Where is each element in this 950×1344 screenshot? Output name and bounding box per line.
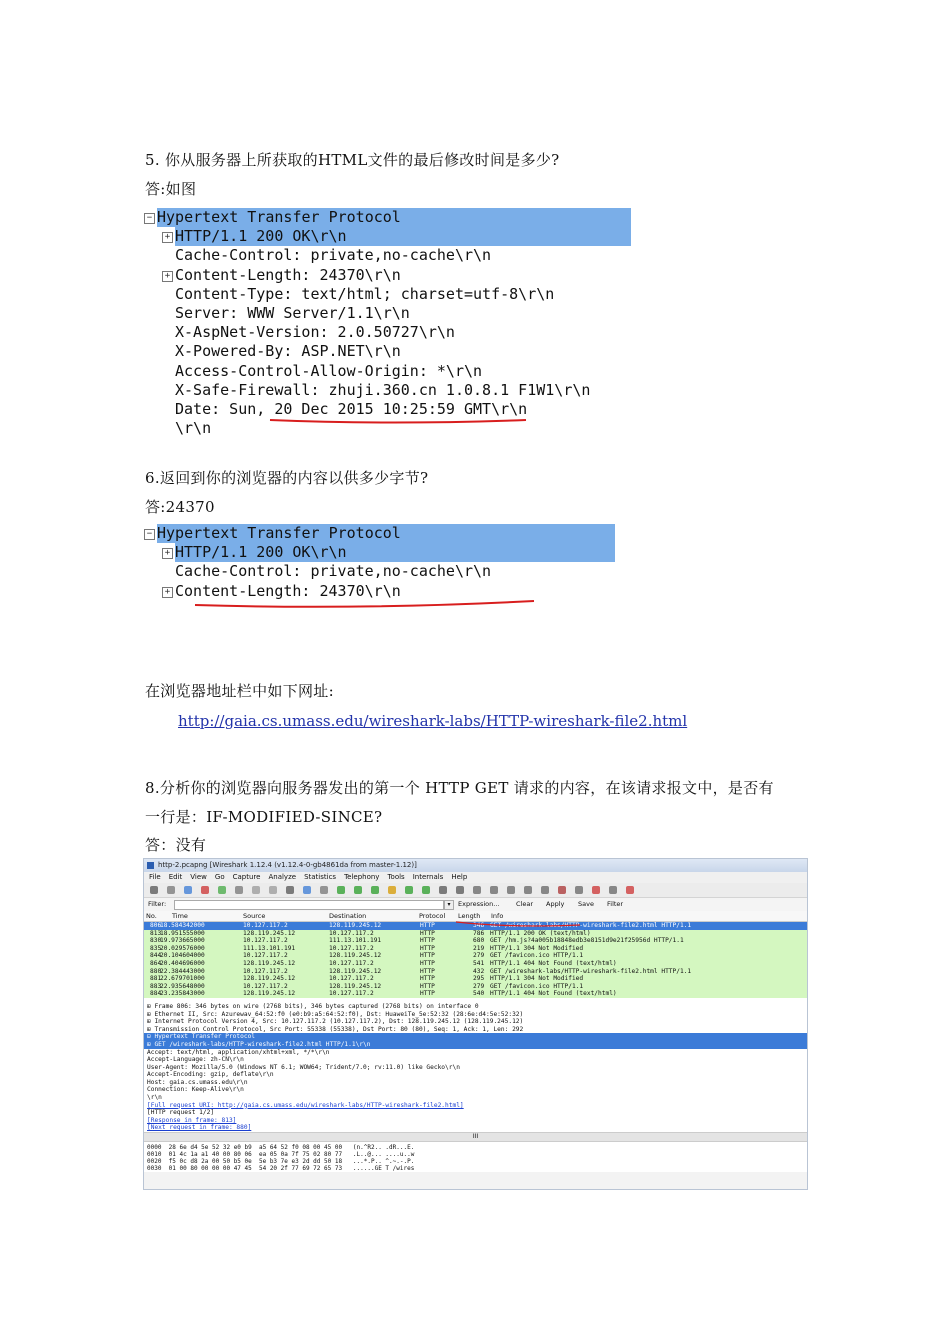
http-tree-screenshot-2 xyxy=(143,524,618,606)
wireshark-app-icon xyxy=(147,862,154,869)
packet-dst: 128.119.245.12 xyxy=(329,952,382,960)
tree-row-text: Server: WWW Server/1.1\r\n xyxy=(175,304,410,322)
tree-row-text: Hypertext Transfer Protocol xyxy=(157,208,401,226)
tree-row[interactable] xyxy=(175,266,401,285)
packet-len: 541 xyxy=(473,959,485,967)
tree-row-text: Hypertext Transfer Protocol xyxy=(157,524,401,542)
detail-row[interactable]: User-Agent: Mozilla/5.0 (Windows NT 6.1; WOW64; Trident/7.0; rv:11.0) like Gecko\r\n xyxy=(147,1063,460,1071)
packet-time: 22.384443000 xyxy=(160,967,205,975)
col-info[interactable]: Info xyxy=(491,912,504,920)
packet-no: 880 xyxy=(150,967,162,975)
packet-no: 884 xyxy=(150,990,162,998)
toolbar-button-icon[interactable] xyxy=(490,886,498,894)
detail-row[interactable]: Host: gaia.cs.umass.edu\r\n xyxy=(147,1078,248,1086)
wireshark-titlebar xyxy=(144,859,807,872)
col-time[interactable]: Time xyxy=(172,912,188,920)
packet-proto: HTTP xyxy=(420,975,435,983)
packet-proto: HTTP xyxy=(420,922,435,929)
packet-no: 830 xyxy=(150,937,162,945)
filter-dropdown-icon[interactable]: ▾ xyxy=(444,900,454,910)
underline-content-length xyxy=(192,596,537,610)
toolbar-button-icon[interactable] xyxy=(371,886,379,894)
packet-dst: 128.119.245.12 xyxy=(329,967,382,975)
menu-item[interactable]: Internals xyxy=(412,873,444,881)
tree-row[interactable] xyxy=(157,208,631,227)
wireshark-title: http-2.pcapng [Wireshark 1.12.4 (v1.12.4-0-gb4861da from master-1.12)] xyxy=(158,861,417,869)
packet-len: 432 xyxy=(473,967,485,975)
expand-icon[interactable]: + xyxy=(162,587,173,598)
packet-len: 346 xyxy=(473,922,485,929)
packet-src: 10.127.117.2 xyxy=(243,952,288,960)
packet-proto: HTTP xyxy=(420,944,435,952)
menu-item[interactable]: File xyxy=(149,873,161,881)
detail-row[interactable]: [HTTP request 1/2] xyxy=(147,1109,215,1117)
tree-row[interactable] xyxy=(175,323,455,342)
packet-src: 128.119.245.12 xyxy=(243,975,296,983)
packet-row[interactable] xyxy=(144,945,807,953)
packet-len: 219 xyxy=(473,944,485,952)
tree-row[interactable] xyxy=(157,524,615,543)
packet-info: HTTP/1.1 404 Not Found (text/html) xyxy=(490,959,617,967)
detail-row[interactable]: [Response in frame: 813] xyxy=(147,1116,237,1124)
tree-row-text: Access-Control-Allow-Origin: *\r\n xyxy=(175,361,483,380)
answer-5: 答:如图 xyxy=(145,180,197,198)
packet-no: 883 xyxy=(150,982,162,990)
packet-no: 806 xyxy=(150,922,162,929)
packet-src: 111.13.101.191 xyxy=(243,944,296,952)
menu-item[interactable]: Capture xyxy=(232,873,261,881)
tree-row[interactable] xyxy=(175,285,554,304)
tree-row-text: X-AspNet-Version: 2.0.50727\r\n xyxy=(175,323,455,342)
packet-list xyxy=(144,922,807,998)
detail-row[interactable]: [Next request in frame: 880] xyxy=(147,1124,252,1132)
menu-item[interactable]: Edit xyxy=(168,873,183,881)
tree-row[interactable] xyxy=(175,419,211,438)
tree-row[interactable] xyxy=(175,304,410,323)
packet-src: 128.119.245.12 xyxy=(243,929,296,937)
packet-info: GET /wireshark-labs/HTTP-wireshark-file2.html HTTP/1.1 xyxy=(490,967,692,975)
packet-len: 279 xyxy=(473,982,485,990)
toolbar-button-icon[interactable] xyxy=(473,886,481,894)
wireshark-window xyxy=(143,858,808,1190)
packet-row[interactable] xyxy=(144,930,807,938)
menu-item[interactable]: Go xyxy=(214,873,225,881)
toolbar-button-icon[interactable] xyxy=(303,886,311,894)
toolbar-button-icon[interactable] xyxy=(201,886,209,894)
packet-proto: HTTP xyxy=(420,959,435,967)
tree-row-text: HTTP/1.1 200 OK\r\n xyxy=(175,227,347,246)
expression-button[interactable]: Expression... xyxy=(458,900,500,908)
toolbar-button-icon[interactable] xyxy=(286,886,294,894)
question-6: 6.返回到你的浏览器的内容以供多少字节? xyxy=(145,469,429,487)
answer-6: 答:24370 xyxy=(145,498,215,516)
toolbar-button-icon[interactable] xyxy=(609,886,617,894)
toolbar-button-icon[interactable] xyxy=(167,886,175,894)
question-5: 5. 你从服务器上所获取的HTML文件的最后修改时间是多少? xyxy=(145,151,560,169)
packet-info: HTTP/1.1 404 Not Found (text/html) xyxy=(490,990,617,998)
packet-info: GET /wireshark-labs/HTTP-wireshark-file2.html HTTP/1.1 xyxy=(490,922,692,929)
menu-item[interactable]: Tools xyxy=(387,873,405,881)
toolbar-button-icon[interactable] xyxy=(541,886,549,894)
tree-row[interactable] xyxy=(175,342,401,361)
collapse-icon[interactable]: − xyxy=(144,213,155,224)
packet-proto: HTTP xyxy=(420,937,435,945)
packet-time: 20.104604000 xyxy=(160,952,205,960)
toolbar-button-icon[interactable] xyxy=(405,886,413,894)
question-8-line1: 8.分析你的浏览器向服务器发出的第一个 HTTP GET 请求的内容，在该请求报文中，是否有 xyxy=(145,779,774,797)
toolbar-button-icon[interactable] xyxy=(269,886,277,894)
packet-bytes xyxy=(144,1142,807,1172)
packet-len: 295 xyxy=(473,975,485,983)
packet-len: 279 xyxy=(473,952,485,960)
packet-dst: 10.127.117.2 xyxy=(329,990,374,998)
menu-item[interactable]: View xyxy=(190,873,207,881)
packet-src: 128.119.245.12 xyxy=(243,959,296,967)
packet-row[interactable] xyxy=(144,952,807,960)
packet-row[interactable] xyxy=(144,937,807,945)
packet-dst: 10.127.117.2 xyxy=(329,944,374,952)
toolbar-button-icon[interactable] xyxy=(575,886,583,894)
packet-time: 20.404696000 xyxy=(160,959,205,967)
tree-row[interactable] xyxy=(175,562,491,581)
packet-time: 23.235843000 xyxy=(160,990,205,998)
packet-row[interactable] xyxy=(144,983,807,991)
toolbar-button-icon[interactable] xyxy=(388,886,396,894)
toolbar-button-icon[interactable] xyxy=(320,886,328,894)
packet-time: 20.029576000 xyxy=(160,944,205,952)
packet-src: 10.127.117.2 xyxy=(243,982,288,990)
question-8-line2: 一行是：IF-MODIFIED-SINCE? xyxy=(145,808,383,826)
packet-time: 22.679701000 xyxy=(160,975,205,983)
detail-row[interactable]: \r\n xyxy=(147,1094,162,1102)
packet-dst: 128.119.245.12 xyxy=(329,922,382,929)
packet-info: GET /hm.js?4a005b18848edb3e8151d9e21f25956d HTTP/1.1 xyxy=(490,937,684,945)
wireshark-menubar xyxy=(144,872,807,883)
menu-item[interactable]: Help xyxy=(451,873,468,881)
col-source[interactable]: Source xyxy=(243,912,266,920)
tree-row-text: Cache-Control: private,no-cache\r\n xyxy=(175,246,492,265)
detail-row[interactable]: ⊞ Transmission Control Protocol, Src Port: 55338 (55338), Dst Port: 80 (80), Seq: 1, Ack: 1, Len: 292 xyxy=(147,1025,524,1033)
clear-button[interactable]: Clear xyxy=(516,900,533,908)
expand-icon[interactable]: + xyxy=(162,548,173,559)
toolbar-button-icon[interactable] xyxy=(184,886,192,894)
detail-row[interactable]: Connection: Keep-Alive\r\n xyxy=(147,1086,244,1094)
packet-proto: HTTP xyxy=(420,929,435,937)
toolbar-button-icon[interactable] xyxy=(439,886,447,894)
detail-row[interactable]: Accept: text/html, application/xhtml+xml, */*\r\n xyxy=(147,1048,330,1056)
packet-src: 10.127.117.2 xyxy=(243,937,288,945)
packet-proto: HTTP xyxy=(420,952,435,960)
detail-row[interactable]: [Full request URI: http://gaia.cs.umass.edu/wireshark-labs/HTTP-wireshark-file2.html] xyxy=(147,1101,464,1109)
tree-row-text: Content-Length: 24370\r\n xyxy=(175,581,401,600)
col-destination[interactable]: Destination xyxy=(329,912,367,920)
tree-row-text: Content-Type: text/html; charset=utf-8\r\n xyxy=(175,284,555,303)
packet-proto: HTTP xyxy=(420,967,435,975)
packet-len: 680 xyxy=(473,937,485,945)
packet-no: 881 xyxy=(150,975,162,983)
packet-info: HTTP/1.1 304 Not Modified xyxy=(490,944,584,952)
packet-row[interactable] xyxy=(144,968,807,976)
toolbar-button-icon[interactable] xyxy=(422,886,430,894)
packet-no: 813 xyxy=(150,929,162,937)
packet-dst: 10.127.117.2 xyxy=(329,959,374,967)
toolbar-button-icon[interactable] xyxy=(456,886,464,894)
hex-row: 0010 01 4c 1a a1 40 00 80 06 ea 05 0a 7f 75 02 80 77 .L..@... ....u..w xyxy=(147,1151,415,1159)
menu-item[interactable]: Analyze xyxy=(268,873,297,881)
detail-row[interactable]: ⊞ Frame 806: 346 bytes on wire (2768 bits), 346 bytes captured (2768 bits) on interface 0 xyxy=(147,1002,479,1010)
tree-row[interactable] xyxy=(175,381,590,400)
packet-dst: 111.13.101.191 xyxy=(329,937,382,945)
packet-dst: 10.127.117.2 xyxy=(329,929,374,937)
tree-row[interactable] xyxy=(175,362,482,381)
packet-time: 18.951555000 xyxy=(160,929,205,937)
filter-button[interactable]: Filter xyxy=(607,900,624,908)
packet-row[interactable] xyxy=(144,990,807,998)
hex-row: 0000 28 6e d4 5e 52 32 e0 b9 a5 64 52 f0 08 00 45 00 (n.^R2.. .dR...E. xyxy=(147,1144,415,1152)
toolbar-button-icon[interactable] xyxy=(235,886,243,894)
expand-icon[interactable]: + xyxy=(162,232,173,243)
toolbar-button-icon[interactable] xyxy=(592,886,600,894)
wireshark-toolbar xyxy=(144,883,807,898)
packet-row[interactable] xyxy=(144,960,807,968)
collapse-icon[interactable]: − xyxy=(144,529,155,540)
tree-row-text: HTTP/1.1 200 OK\r\n xyxy=(175,543,347,562)
detail-row[interactable]: Accept-Encoding: gzip, deflate\r\n xyxy=(147,1071,274,1079)
packet-dst: 10.127.117.2 xyxy=(329,975,374,983)
packet-info: HTTP/1.1 200 OK (text/html) xyxy=(490,929,591,937)
toolbar-button-icon[interactable] xyxy=(218,886,226,894)
hex-row: 0030 01 00 80 00 00 00 47 45 54 20 2f 77 69 72 65 73 ......GE T /wires xyxy=(147,1165,415,1173)
details-scrollbar[interactable]: III xyxy=(144,1132,807,1142)
packet-info: GET /favicon.ico HTTP/1.1 xyxy=(490,952,584,960)
menu-item[interactable]: Statistics xyxy=(304,873,337,881)
detail-row[interactable]: ⊞ GET /wireshark-labs/HTTP-wireshark-file2.html HTTP/1.1\r\n xyxy=(144,1041,807,1049)
tree-row-text: Cache-Control: private,no-cache\r\n xyxy=(175,562,492,581)
tree-row[interactable] xyxy=(175,246,491,265)
filter-input[interactable] xyxy=(174,900,444,910)
lab-url-link[interactable]: http://gaia.cs.umass.edu/wireshark-labs/HTTP-wireshark-file2.html xyxy=(178,712,688,730)
packet-no: 864 xyxy=(150,959,162,967)
packet-proto: HTTP xyxy=(420,982,435,990)
filter-label: Filter: xyxy=(148,900,167,908)
tree-row-text: X-Powered-By: ASP.NET\r\n xyxy=(175,342,401,361)
toolbar-button-icon[interactable] xyxy=(354,886,362,894)
menu-item[interactable]: Telephony xyxy=(344,873,380,881)
tree-row-text: \r\n xyxy=(175,419,212,438)
toolbar-button-icon[interactable] xyxy=(626,886,634,894)
col-protocol[interactable]: Protocol xyxy=(419,912,446,920)
packet-dst: 128.119.245.12 xyxy=(329,982,382,990)
toolbar-button-icon[interactable] xyxy=(524,886,532,894)
toolbar-button-icon[interactable] xyxy=(252,886,260,894)
toolbar-button-icon[interactable] xyxy=(150,886,158,894)
packet-time: 19.973665000 xyxy=(160,937,205,945)
packet-src: 10.127.117.2 xyxy=(243,967,288,975)
detail-row[interactable]: ⊟ Hypertext Transfer Protocol xyxy=(144,1033,807,1041)
packet-len: 540 xyxy=(473,990,485,998)
hex-row: 0020 f5 0c d8 2a 00 50 b5 0e 5e b3 7e e3 2d dd 50 18 ...*.P.. ^.~.-.P. xyxy=(147,1158,415,1166)
tree-row-text: Content-Length: 24370\r\n xyxy=(175,265,401,284)
packet-no: 835 xyxy=(150,944,162,952)
address-label: 在浏览器地址栏中如下网址: xyxy=(145,682,334,700)
tree-row[interactable] xyxy=(175,227,631,246)
answer-8: 答：没有 xyxy=(145,836,207,854)
packet-no: 844 xyxy=(150,952,162,960)
packet-time: 18.584342000 xyxy=(160,922,205,929)
save-button[interactable]: Save xyxy=(578,900,594,908)
toolbar-button-icon[interactable] xyxy=(558,886,566,894)
tree-row-text: Date: Sun, 20 Dec 2015 10:25:59 GMT\r\n xyxy=(175,400,528,418)
packet-time: 22.935648000 xyxy=(160,982,205,990)
col-no[interactable]: No. xyxy=(146,912,157,920)
detail-row[interactable]: ⊞ Ethernet II, Src: Azurewav_64:52:f0 (e0:b9:a5:64:52:f0), Dst: HuaweiTe_5e:52:32 (28:6e:d4:5e:52:32) xyxy=(147,1010,524,1018)
http-tree-screenshot-1 xyxy=(143,208,633,438)
toolbar-button-icon[interactable] xyxy=(337,886,345,894)
wireshark-filterbar xyxy=(144,898,807,911)
packet-info: GET /favicon.ico HTTP/1.1 xyxy=(490,982,584,990)
apply-button[interactable]: Apply xyxy=(546,900,565,908)
packet-row[interactable] xyxy=(144,975,807,983)
detail-row[interactable]: Accept-Language: zh-CN\r\n xyxy=(147,1056,244,1064)
detail-row[interactable]: ⊞ Internet Protocol Version 4, Src: 10.127.117.2 (10.127.117.2), Dst: 128.119.245.12 (128.119.245.12) xyxy=(147,1018,524,1026)
toolbar-button-icon[interactable] xyxy=(507,886,515,894)
packet-len: 786 xyxy=(473,929,485,937)
tree-row-text: X-Safe-Firewall: zhuji.360.cn 1.0.8.1 F1W1\r\n xyxy=(175,380,591,399)
underline-get-request xyxy=(454,919,584,929)
expand-icon[interactable]: + xyxy=(162,271,173,282)
packet-details xyxy=(144,1002,807,1132)
col-length[interactable]: Length xyxy=(458,912,481,920)
packet-proto: HTTP xyxy=(420,990,435,998)
packet-src: 10.127.117.2 xyxy=(243,922,288,929)
packet-src: 128.119.245.12 xyxy=(243,990,296,998)
underline-date xyxy=(268,412,530,426)
packet-info: HTTP/1.1 304 Not Modified xyxy=(490,975,584,983)
tree-row[interactable] xyxy=(175,543,615,562)
